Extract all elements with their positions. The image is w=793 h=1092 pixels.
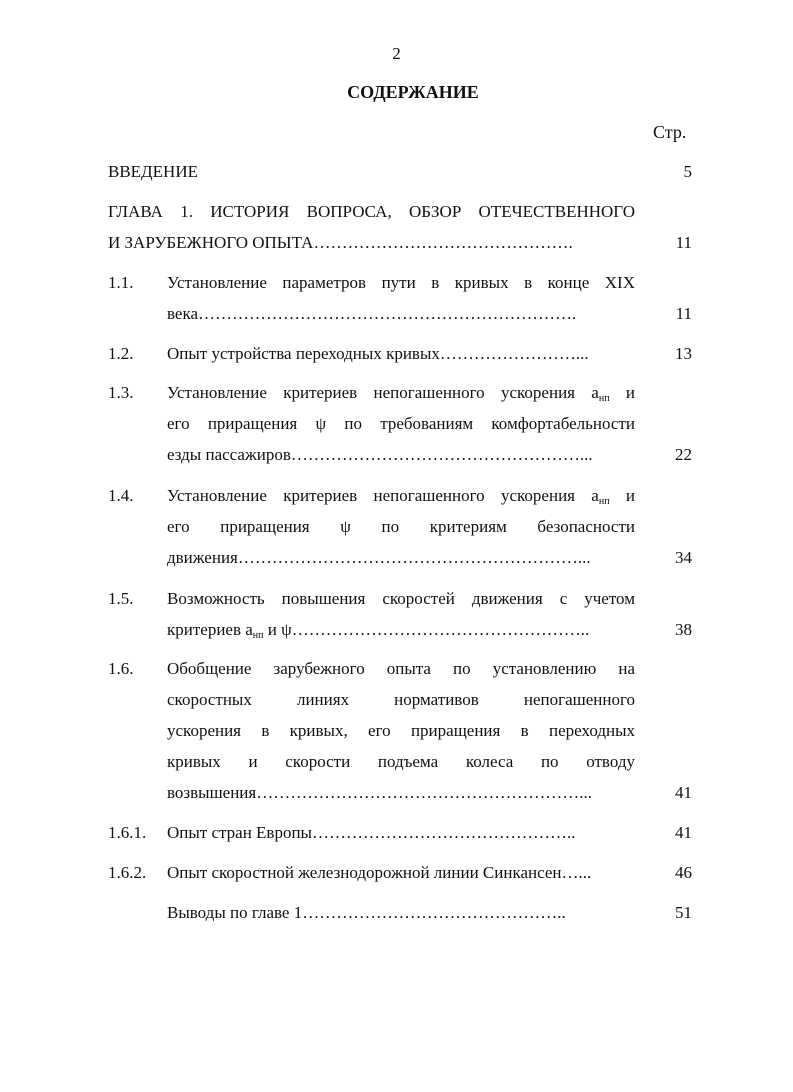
toc-entry-text-line: [167, 614, 635, 645]
toc-entry-page: 51: [675, 903, 692, 922]
toc-entry-text: движения……………………………………………………...: [167, 548, 591, 567]
toc-entry-text-line: [167, 480, 635, 511]
toc-entry-number: 1.6.1.: [108, 823, 147, 842]
page-column-label: Стр.: [653, 122, 687, 142]
toc-entry-text: езды пассажиров……………………………………………...: [167, 445, 593, 464]
toc-entry-number: 1.5.: [108, 589, 134, 608]
toc-entry-number: 1.6.2.: [108, 863, 147, 882]
toc-entry-text: Обобщение зарубежного опыта по установлению на: [167, 659, 635, 678]
toc-entry-page: 5: [683, 162, 692, 181]
toc-entry-number: 1.3.: [108, 383, 134, 402]
page-title: СОДЕРЖАНИЕ: [347, 82, 479, 102]
toc-entry-text: Установление критериев непогашенного ускорения а: [167, 383, 599, 402]
toc-entry-page: 13: [675, 344, 692, 363]
toc-entry-text: Опыт скоростной железнодорожной линии Синкансен…...: [167, 863, 592, 882]
toc-entry-text: Опыт устройства переходных кривых……………………...: [167, 344, 589, 363]
toc-entry-text: ГЛАВА 1. ИСТОРИЯ ВОПРОСА, ОБЗОР ОТЕЧЕСТВЕННОГО: [108, 202, 635, 221]
page-number: 2: [392, 44, 401, 63]
toc-entry-text: критериев а: [167, 620, 253, 639]
toc-entry-text: ускорения в кривых, его приращения в переходных: [167, 721, 635, 740]
subscript-np: нп: [598, 496, 610, 507]
toc-entry-page: 11: [675, 233, 692, 252]
toc-entry-number: 1.4.: [108, 486, 134, 505]
subscript-np: нп: [598, 393, 610, 404]
toc-entry-page: 11: [675, 304, 692, 323]
toc-entry-text: кривых и скорости подъема колеса по отводу: [167, 752, 635, 771]
toc-entry-text-line: [167, 377, 635, 408]
toc-entry-number: 1.2.: [108, 344, 134, 363]
toc-entry-page: 46: [675, 863, 692, 882]
toc-entry-text: и ψ……………………………………………..: [263, 620, 590, 639]
toc-entry-number: 1.1.: [108, 273, 134, 292]
toc-entry-text: И ЗАРУБЕЖНОГО ОПЫТА……………………………………….: [108, 233, 573, 252]
toc-entry-text: Возможность повышения скоростей движения с учетом: [167, 589, 635, 608]
toc-entry-page: 41: [675, 823, 692, 842]
toc-entry-text: Установление критериев непогашенного ускорения а: [167, 486, 599, 505]
subscript-np: нп: [252, 630, 264, 641]
toc-entry-page: 41: [675, 783, 692, 802]
toc-entry-text: Установление параметров пути в кривых в конце XIX: [167, 273, 635, 292]
toc-entry-text: скоростных линиях нормативов непогашенного: [167, 690, 635, 709]
toc-entry-text: ВВЕДЕНИЕ: [108, 162, 198, 181]
toc-entry-text: и: [609, 486, 635, 505]
toc-entry-number: 1.6.: [108, 659, 134, 678]
toc-entry-page: 34: [675, 548, 692, 567]
toc-entry-page: 22: [675, 445, 692, 464]
toc-entry-text: его приращения ψ по требованиям комфортабельности: [167, 414, 635, 433]
toc-entry-text: Опыт стран Европы………………………………………..: [167, 823, 576, 842]
toc-entry-text: его приращения ψ по критериям безопасности: [167, 517, 635, 536]
toc-entry-text: века………………………………………………………….: [167, 304, 577, 323]
toc-entry-text: Выводы по главе 1………………………………………..: [167, 903, 566, 922]
toc-entry-text: возвышения…………………………………………………...: [167, 783, 592, 802]
toc-entry-page: 38: [675, 620, 692, 639]
toc-entry-text: и: [609, 383, 635, 402]
